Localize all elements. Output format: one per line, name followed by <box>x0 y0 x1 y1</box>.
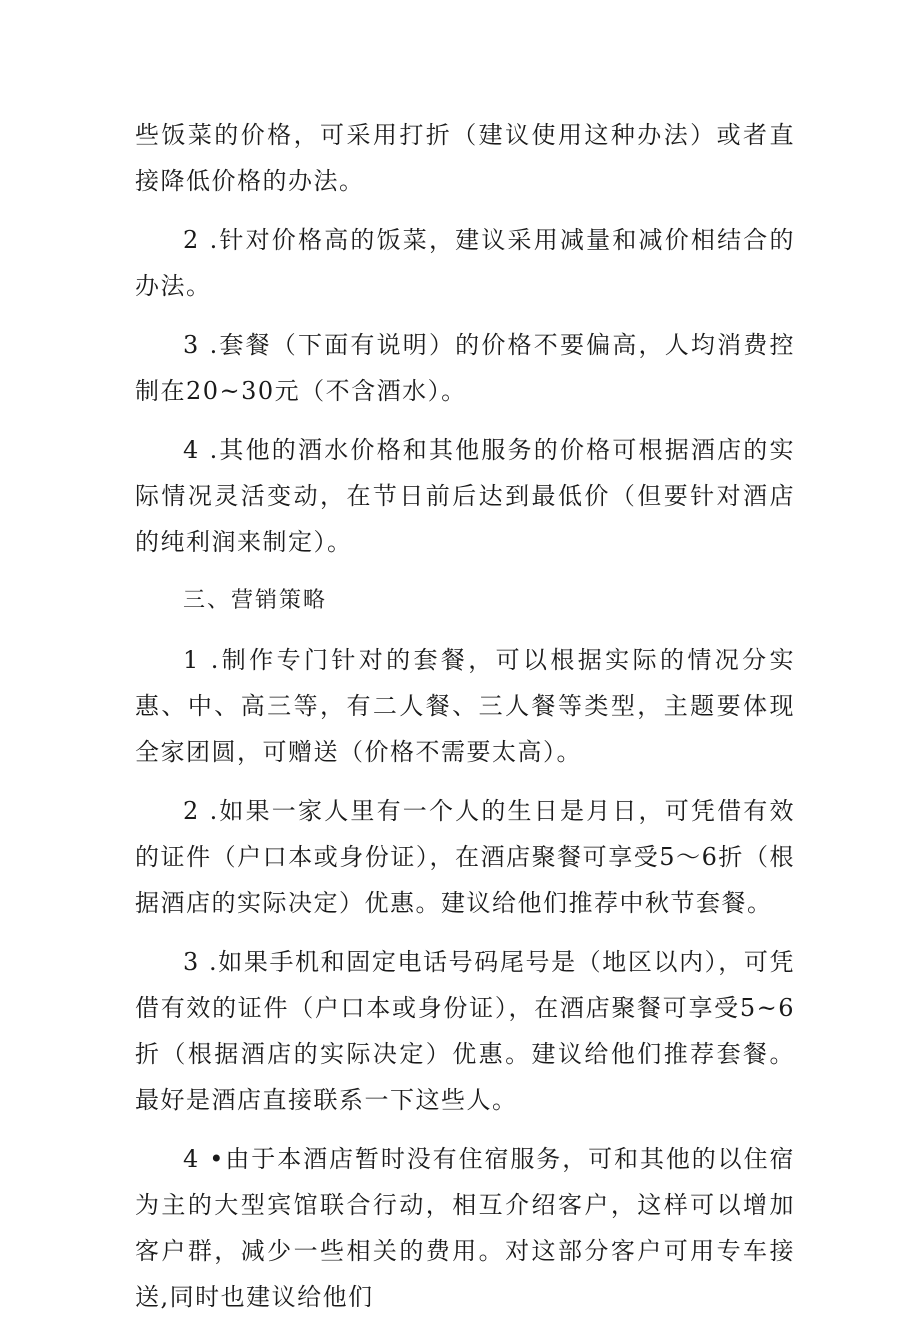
document-body <box>135 112 795 1333</box>
paragraph-strategy-4: 4 •由于本酒店暂时没有住宿服务，可和其他的以住宿为主的大型宾馆联合行动，相互介绍客户，这样可以增加客户群，减少一些相关的费用。对这部分客户可用专车接送,同时也建议给他们 <box>135 1145 795 1311</box>
paragraph-strategy-1: 1 .制作专门针对的套餐，可以根据实际的情况分实惠、中、高三等，有二人餐、三人餐等类型，主题要体现全家团圆，可赠送（价格不需要太高）。 <box>135 646 795 766</box>
section-heading-marketing-strategy: 三、营销策略 <box>183 588 328 613</box>
paragraph-item-2: 2 .针对价格高的饭菜，建议采用减量和减价相结合的办法。 <box>135 226 795 300</box>
paragraph-continuation: 些饭菜的价格，可采用打折（建议使用这种办法）或者直接降低价格的办法。 <box>135 121 795 195</box>
paragraph-strategy-2: 2 .如果一家人里有一个人的生日是月日，可凭借有效的证件（户口本或身份证），在酒店聚餐可享受5～6折（根据酒店的实际决定）优惠。建议给他们推荐中秋节套餐。 <box>135 797 795 917</box>
paragraph-item-4: 4 .其他的酒水价格和其他服务的价格可根据酒店的实际情况灵活变动，在节日前后达到最低价（但要针对酒店的纯利润来制定）。 <box>135 436 795 556</box>
paragraph-strategy-3: 3 .如果手机和固定电话号码尾号是（地区以内），可凭借有效的证件（户口本或身份证），在酒店聚餐可享受5~6折（根据酒店的实际决定）优惠。建议给他们推荐套餐。最好是酒店直接联系一下这些人。 <box>135 948 795 1114</box>
paragraph-item-3: 3 .套餐（下面有说明）的价格不要偏高，人均消费控制在20~30元（不含酒水）。 <box>135 331 795 405</box>
